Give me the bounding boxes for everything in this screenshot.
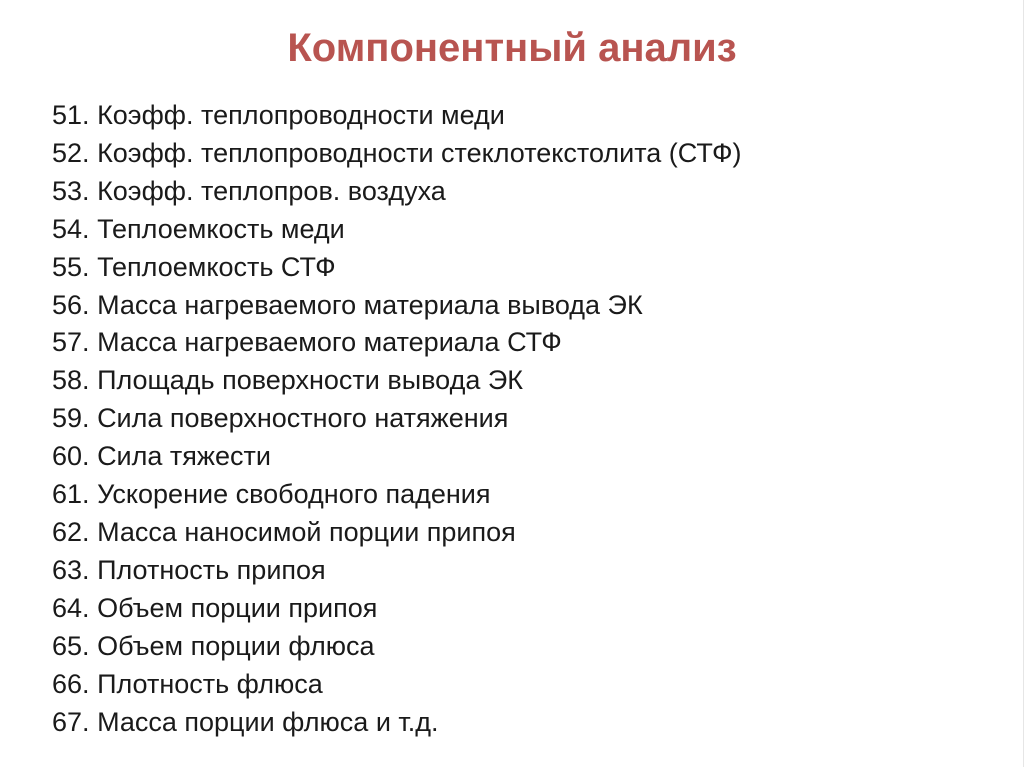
list-item <box>52 173 742 211</box>
item-number: 52. <box>52 137 90 168</box>
item-text: Масса нагреваемого материала вывода ЭК <box>97 289 643 320</box>
item-text: Объем порции припоя <box>97 592 378 623</box>
item-number: 54. <box>52 213 90 244</box>
item-text: Теплоемкость СТФ <box>97 251 336 282</box>
list-item <box>52 628 742 666</box>
item-number: 57. <box>52 327 90 358</box>
list-item <box>52 438 742 476</box>
item-number: 61. <box>52 479 90 510</box>
list-item <box>52 362 742 400</box>
list-item <box>52 514 742 552</box>
item-number: 67. <box>52 706 90 737</box>
item-number: 55. <box>52 251 90 282</box>
item-text: Масса нагреваемого материала СТФ <box>97 327 562 358</box>
component-list <box>52 97 742 741</box>
list-item <box>52 211 742 249</box>
item-text: Масса наносимой порции припоя <box>97 516 516 547</box>
list-item <box>52 704 742 742</box>
list-item <box>52 400 742 438</box>
item-text: Сила тяжести <box>97 441 271 472</box>
item-number: 58. <box>52 365 90 396</box>
slide-title: Компонентный анализ <box>287 26 737 70</box>
item-number: 51. <box>52 100 90 130</box>
item-text: Плотность припоя <box>97 554 326 585</box>
item-text: Сила поверхностного натяжения <box>97 403 509 434</box>
item-number: 60. <box>52 441 90 472</box>
list-item <box>52 97 742 135</box>
item-number: 53. <box>52 175 90 206</box>
item-text: Коэфф. теплопроводности меди <box>97 100 505 130</box>
item-number: 66. <box>52 668 90 699</box>
item-text: Масса порции флюса и т.д. <box>97 706 439 737</box>
list-item <box>52 135 742 173</box>
item-text: Коэфф. теплопров. воздуха <box>97 175 446 206</box>
item-number: 65. <box>52 630 90 661</box>
item-number: 62. <box>52 516 90 547</box>
list-item <box>52 590 742 628</box>
item-number: 56. <box>52 289 90 320</box>
list-item <box>52 666 742 704</box>
list-item <box>52 249 742 287</box>
item-number: 63. <box>52 554 90 585</box>
item-text: Коэфф. теплопроводности стеклотекстолита (СТФ) <box>97 137 742 168</box>
list-item <box>52 476 742 514</box>
item-text: Площадь поверхности вывода ЭК <box>97 365 523 396</box>
item-text: Ускорение свободного падения <box>97 479 491 510</box>
item-number: 64. <box>52 592 90 623</box>
list-item <box>52 287 742 325</box>
item-text: Плотность флюса <box>97 668 323 699</box>
list-item <box>52 324 742 362</box>
item-text: Объем порции флюса <box>97 630 375 661</box>
item-text: Теплоемкость меди <box>97 213 345 244</box>
list-item <box>52 552 742 590</box>
item-number: 59. <box>52 403 90 434</box>
